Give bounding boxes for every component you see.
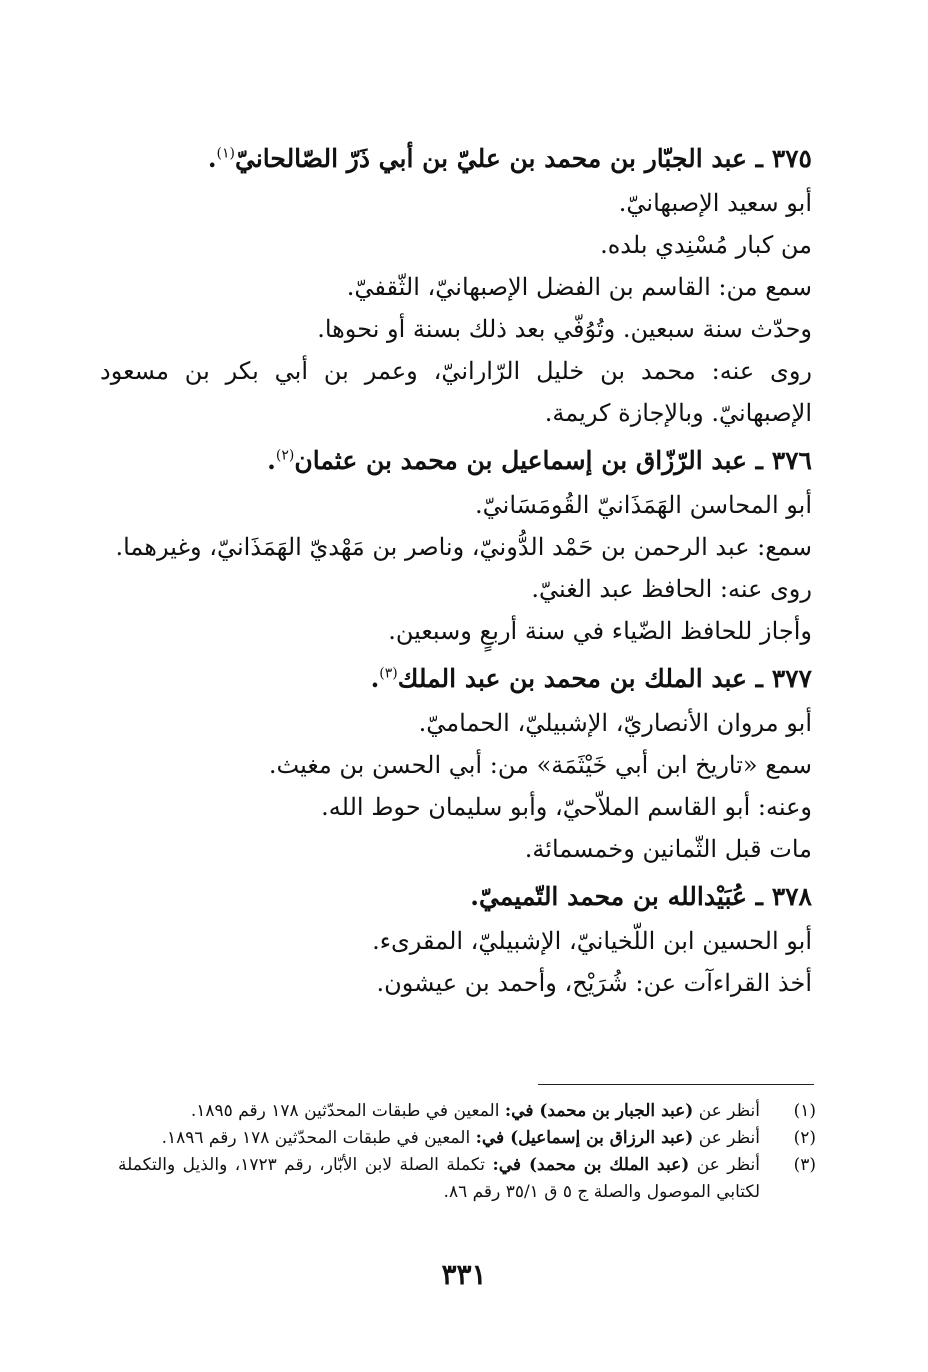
entry-line: سمع: عبد الرحمن بن حَمْد الدُّونيّ، وناصر بن مَهْديّ الهَمَذَانيّ، وغيرهما. [115, 533, 812, 561]
entry-heading [100, 656, 812, 702]
footnote-reference[interactable]: (١) [216, 145, 236, 162]
entry-line: سمع «تاريخ ابن أبي خَيْثَمَة» من: أبي الحسن بن مغيث. [268, 751, 812, 779]
footnote-source: (عبد الرزاق بن إسماعيل) في: [475, 1128, 694, 1148]
footnote-item [118, 1125, 816, 1152]
entry-line: روى عنه: محمد بن خليل الرّارانيّ، وعمر بن أبي بكر بن مسعود الإصبهانيّ. وبالإجازة كريمة. [100, 357, 813, 427]
footnote-divider [538, 1084, 814, 1085]
entry-line: أبو مروان الأنصاريّ، الإشبيليّ، الحماميّ. [418, 709, 812, 737]
entry-number: ٣٧٥ [771, 144, 812, 173]
heading-end: . [370, 664, 380, 693]
footnote-item [118, 1152, 816, 1206]
footnote-item [118, 1098, 816, 1125]
heading-end: . [267, 446, 276, 475]
page-number: ٣٣١ [441, 1258, 487, 1291]
entry-line: مات قبل الثّمانين وخمسمائة. [524, 835, 812, 863]
entry-title: ـ عبد الجبّار بن محمد بن عليّ بن أبي ذَرّ الصّالحانيّ [235, 144, 763, 173]
entry-number: ٣٧٧ [771, 664, 812, 693]
footnote-text [118, 1152, 760, 1206]
footnote-reference[interactable]: (٣) [379, 665, 398, 682]
biography-entry-377 [100, 656, 812, 870]
heading-end: . [470, 882, 479, 911]
biography-entry-378 [100, 874, 812, 1004]
footnote-number: (٢) [793, 1128, 816, 1148]
footnote-prefix: أنظر عن [698, 1128, 760, 1148]
entry-heading [100, 874, 812, 920]
footnote-body: تكملة الصلة لابن الأبّار، رقم ١٧٢٣، والذيل والتكملة لكتابي الموصول والصلة ج ٥ ق ٣٥/١ رقم ٨٦. [118, 1155, 760, 1202]
entry-number: ٣٧٦ [771, 446, 812, 475]
entry-heading [100, 438, 812, 484]
footnotes-section [118, 1098, 816, 1206]
entry-line: وأجاز للحافظ الضّياء في سنة أربعٍ وسبعين. [388, 617, 812, 645]
entry-title: ـ عُبَيْدالله بن محمد التّميميّ [478, 882, 763, 911]
biography-entry-375 [100, 136, 812, 434]
footnote-prefix: أنظر عن [698, 1101, 760, 1121]
footnote-body: المعين في طبقات المحدّثين ١٧٨ رقم ١٨٩٦. [161, 1128, 471, 1148]
entry-heading [100, 136, 812, 182]
entry-line: من كبار مُسْنِدي بلده. [600, 231, 812, 259]
entry-line: أبو المحاسن الهَمَذَانيّ القُومَسَانيّ. [475, 491, 812, 519]
entry-title: ـ عبد الملك بن محمد بن عبد الملك [397, 664, 763, 693]
heading-end: . [207, 144, 217, 173]
entry-line: أخذ القراءآت عن: شُرَيْح، وأحمد بن عيشون. [376, 969, 812, 997]
entry-line: روى عنه: الحافظ عبد الغنيّ. [531, 575, 812, 603]
footnote-text [118, 1125, 760, 1152]
entry-line: وعنه: أبو القاسم الملاّحيّ، وأبو سليمان حوط الله. [321, 793, 812, 821]
page-body [100, 132, 812, 1004]
entry-title: ـ عبد الرّزّاق بن إسماعيل بن محمد بن عثمان [294, 446, 763, 475]
footnote-prefix: أنظر عن [696, 1155, 761, 1175]
entry-line: سمع من: القاسم بن الفضل الإصبهانيّ، الثّقفيّ. [346, 273, 812, 301]
footnote-number: (٣) [793, 1155, 816, 1175]
footnote-number: (١) [793, 1101, 816, 1121]
footnote-text [118, 1098, 760, 1125]
biography-entry-376 [100, 438, 812, 652]
footnote-source: (عبد الملك بن محمد) في: [492, 1155, 690, 1175]
entry-line: وحدّث سنة سبعين. وتُوُفّي بعد ذلك بسنة أو نحوها. [317, 315, 812, 343]
entry-line: أبو سعيد الإصبهانيّ. [618, 189, 812, 217]
footnote-source: (عبد الجبار بن محمد) في: [504, 1101, 694, 1121]
entry-line: أبو الحسين ابن اللّخيانيّ، الإشبيليّ، المقرىء. [372, 927, 812, 955]
footnote-reference[interactable]: (٢) [275, 447, 295, 464]
entry-number: ٣٧٨ [771, 882, 812, 911]
footnote-body: المعين في طبقات المحدّثين ١٧٨ رقم ١٨٩٥. [190, 1101, 500, 1121]
